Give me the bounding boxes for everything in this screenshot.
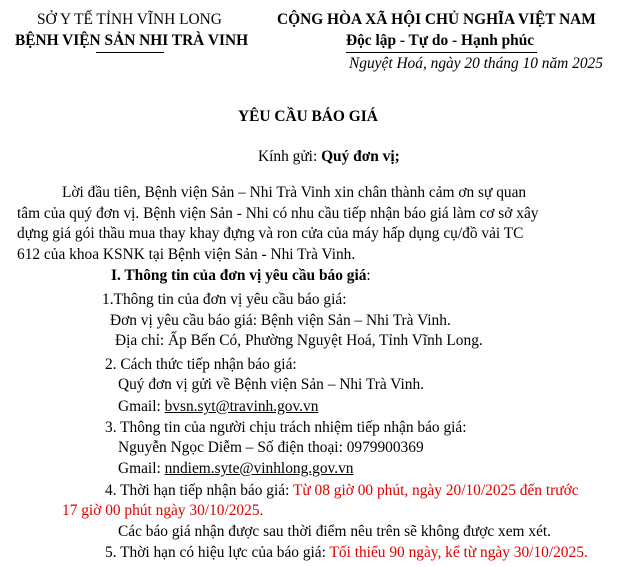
item-4-line-1 — [105, 481, 579, 500]
section-1-heading-text: I. Thông tin của đơn vị yêu cầu báo giá — [111, 267, 367, 284]
greeting-recipient: Quý đơn vị; — [321, 148, 400, 165]
document-title: YÊU CẦU BÁO GIÁ — [238, 108, 378, 125]
intro-line-1: Lời đầu tiên, Bệnh viện Sản – Nhi Trà Vinh xin chân thành cảm ơn sự quan — [62, 184, 527, 201]
item-4-note: Các báo giá nhận được sau thời điểm nêu trên sẽ không được xem xét. — [118, 523, 552, 540]
hospital-name: BỆNH VIỆN SẢN NHI TRÀ VINH — [15, 32, 249, 49]
intro-line-3: dựng giá gói thầu mua thay khay đựng và ron cửa của máy hấp dụng cụ/đồ vải TC — [17, 225, 524, 242]
intro-line-4: 612 của khoa KSNK tại Bệnh viện Sản - Nhi Trà Vinh. — [17, 246, 356, 263]
item-3-gmail-link[interactable]: nndiem.syte@vinhlong.gov.vn — [164, 460, 354, 477]
intro-line-2: tâm của quý đơn vị. Bệnh viện Sản - Nhi có nhu cầu tiếp nhận báo giá làm cơ sở xây — [17, 205, 539, 222]
section-1-heading — [111, 266, 371, 285]
item-2-gmail-label: Gmail: — [118, 398, 165, 415]
national-motto: Độc lập - Tự do - Hạnh phúc — [346, 32, 535, 49]
motto-underline — [346, 52, 537, 53]
greeting — [258, 147, 400, 166]
date-line: Nguyệt Hoá, ngày 20 tháng 10 năm 2025 — [349, 55, 603, 72]
item-3-gmail — [118, 459, 353, 478]
item-4-value-line-1: Từ 08 giờ 00 phút, ngày 20/10/2025 đến trước — [292, 482, 579, 499]
greeting-prefix: Kính gửi: — [258, 148, 322, 165]
department-name: SỞ Y TẾ TỈNH VĨNH LONG — [37, 11, 222, 28]
item-2-gmail — [118, 397, 318, 416]
item-3-gmail-label: Gmail: — [118, 460, 165, 477]
item-5-label: 5. Thời hạn có hiệu lực của báo giá: — [105, 544, 330, 561]
item-2-title: 2. Cách thức tiếp nhận báo giá: — [105, 356, 297, 373]
national-title: CỘNG HÒA XÃ HỘI CHỦ NGHĨA VIỆT NAM — [277, 11, 596, 28]
item-1-unit: Đơn vị yêu cầu báo giá: Bệnh viện Sản – Nhi Trà Vinh. — [110, 312, 451, 329]
section-1-heading-colon: : — [366, 267, 371, 284]
item-5-value: Tối thiểu 90 ngày, kể từ ngày 30/10/2025. — [329, 544, 588, 561]
item-3-contact: Nguyễn Ngọc Diễm – Số điện thoại: 0979900369 — [118, 439, 424, 456]
item-4-value-line-2: 17 giờ 00 phút ngày 30/10/2025. — [62, 502, 264, 519]
item-1-title: 1.Thông tin của đơn vị yêu cầu báo giá: — [102, 291, 347, 308]
item-5-line — [105, 543, 588, 562]
item-1-address: Địa chỉ: Ấp Bến Có, Phường Nguyệt Hoá, Tỉnh Vĩnh Long. — [115, 332, 483, 349]
item-2-line-1: Quý đơn vị gửi về Bệnh viện Sản – Nhi Trà Vinh. — [118, 376, 424, 393]
item-2-gmail-link[interactable]: bvsn.syt@travinh.gov.vn — [164, 398, 319, 415]
hospital-name-underline — [96, 52, 164, 53]
item-4-label: 4. Thời hạn tiếp nhận báo giá: — [105, 482, 293, 499]
item-3-title: 3. Thông tin của người chịu trách nhiệm tiếp nhận báo giá: — [105, 419, 467, 436]
